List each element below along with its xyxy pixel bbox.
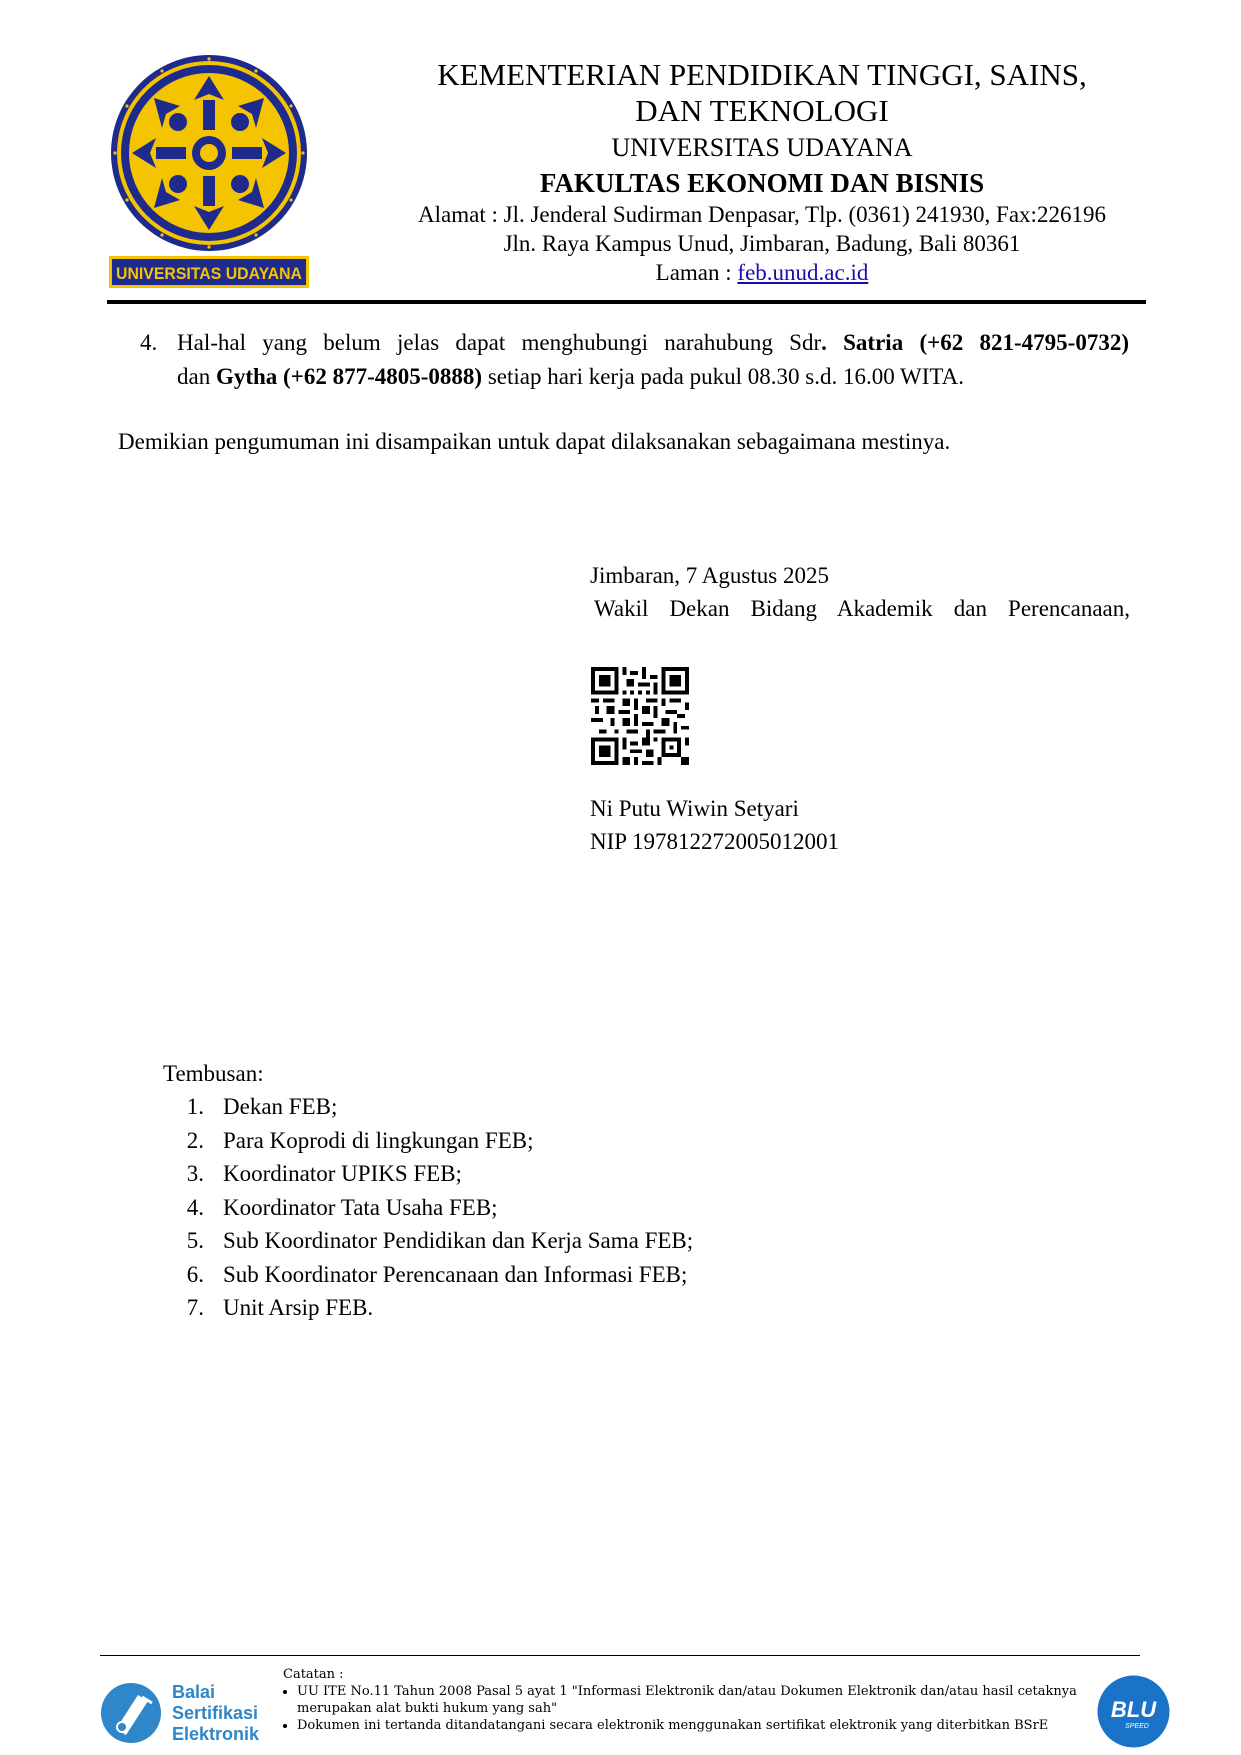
qr-code (591, 667, 689, 765)
address-line-2: Jln. Raya Kampus Unud, Jimbaran, Badung, Bali 80361 (503, 231, 1021, 256)
footer-note: • UU ITE No.11 Tahun 2008 Pasal 5 ayat 1 "Informasi Elektronik dan/atau Dokumen Elektronik dan/atau hasil cetaknya merupakan alat bukti hukum yang sah" (297, 1683, 1103, 1717)
header-divider (107, 300, 1146, 304)
list-text: Sub Koordinator Perencanaan dan Informasi FEB; (223, 1261, 688, 1287)
university-name: UNIVERSITAS UDAYANA (611, 133, 913, 162)
address-line-1: Alamat : Jl. Jenderal Sudirman Denpasar, Tlp. (0361) 241930, Fax:226196 (418, 202, 1106, 227)
list-text: Dekan FEB; (223, 1094, 338, 1119)
footer-divider (100, 1655, 1140, 1656)
item-4-line-2 (177, 362, 964, 392)
website-label: Laman : (655, 260, 738, 285)
closing-statement: Demikian pengumuman ini disampaikan untuk dapat dilaksanakan sebagaimana mestinya. (118, 429, 951, 454)
list-text: Para Koprodi di lingkungan FEB; (223, 1127, 534, 1153)
bsre-line-3: Elektronik (172, 1724, 260, 1744)
cc-list (163, 1092, 693, 1327)
footer-note: • Dokumen ini tertanda ditandatangani secara elektronik menggunakan sertifikat elektronik yang diterbitkan BSrE (297, 1717, 1103, 1734)
signer-position: Wakil Dekan Bidang Akademik dan Perencanaan, (594, 596, 1130, 621)
bsre-line-2: Sertifikasi (172, 1703, 259, 1723)
item-number: 4. (140, 330, 158, 355)
footer-note-title: Catatan : (283, 1667, 344, 1682)
cc-title: Tembusan: (163, 1061, 264, 1086)
ministry-line-2: DAN TEKNOLOGI (635, 93, 889, 128)
list-item (163, 1293, 693, 1327)
logo-text: UNIVERSITAS UDAYANA (116, 264, 302, 283)
university-logo (106, 54, 312, 290)
footer-note-list (283, 1683, 1103, 1734)
contact-gytha: Gytha (+62 877-4805-0888) (215, 364, 483, 389)
list-number: 2. (186, 1127, 204, 1153)
list-number: 4. (186, 1194, 204, 1220)
list-text: Koordinator Tata Usaha FEB; (223, 1194, 498, 1220)
blu-text: BLU (1110, 1697, 1157, 1722)
contact-satria: . Satria (+62 821-4795-0732) (821, 330, 1129, 355)
website-line (330, 259, 1194, 287)
list-number: 6. (186, 1261, 204, 1287)
item-4-text: dan (177, 364, 216, 389)
blu-speed-logo (1097, 1675, 1170, 1748)
website-link[interactable]: feb.unud.ac.id (737, 260, 869, 285)
bsre-line-1: Balai (172, 1682, 216, 1702)
signer-name: Ni Putu Wiwin Setyari (590, 796, 799, 821)
list-number: 5. (186, 1228, 204, 1253)
ministry-line-1: KEMENTERIAN PENDIDIKAN TINGGI, SAINS, (437, 57, 1087, 92)
item-4-line-1 (177, 328, 1129, 358)
list-item (163, 1159, 693, 1193)
list-number: 1. (186, 1094, 204, 1119)
list-item (163, 1092, 693, 1126)
footer-notes (283, 1666, 1103, 1734)
list-text: Koordinator UPIKS FEB; (223, 1161, 462, 1186)
list-number: 3. (186, 1161, 204, 1186)
list-text: Unit Arsip FEB. (223, 1295, 374, 1320)
list-text: Sub Koordinator Pendidikan dan Kerja Sama FEB; (223, 1228, 694, 1253)
place-date: Jimbaran, 7 Agustus 2025 (590, 563, 829, 588)
item-4-text: setiap hari kerja pada pukul 08.30 s.d. 16.00 WITA. (482, 364, 964, 389)
blu-subtext: SPEED (1125, 1723, 1149, 1730)
faculty-name: FAKULTAS EKONOMI DAN BISNIS (539, 168, 985, 198)
signer-nip: NIP 197812272005012001 (590, 829, 839, 854)
list-number: 7. (186, 1295, 204, 1320)
list-item (163, 1260, 693, 1294)
list-item (163, 1226, 693, 1260)
list-item (163, 1126, 693, 1160)
list-item (163, 1193, 693, 1227)
bsre-logo (98, 1677, 278, 1747)
item-4-text: Hal-hal yang belum jelas dapat menghubungi narahubung Sdr (177, 330, 822, 355)
